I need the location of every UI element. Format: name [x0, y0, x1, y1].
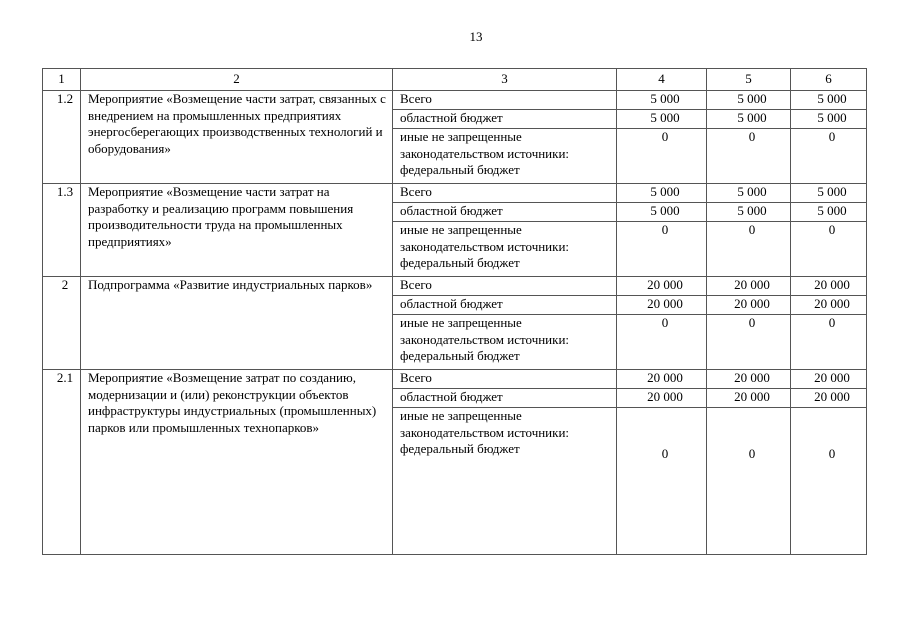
- activity-name: Мероприятие «Возмещение части затрат, связанных с внедрением на промышленных предприятиях энергосберегающих производственных технологий и оборудования»: [81, 91, 393, 184]
- header-cell: 2: [81, 69, 393, 91]
- header-cell: 5: [707, 69, 791, 91]
- value-cell: 5 000: [617, 91, 707, 110]
- value-cell: 5 000: [617, 203, 707, 222]
- value-cell: 20 000: [617, 389, 707, 408]
- value-cell: 0: [617, 408, 707, 555]
- value-cell: 0: [791, 408, 867, 555]
- value-cell: 20 000: [791, 277, 867, 296]
- row-number: 1.3: [43, 184, 81, 277]
- header-cell: 4: [617, 69, 707, 91]
- funding-source: областной бюджет: [393, 389, 617, 408]
- value-cell: 5 000: [707, 184, 791, 203]
- value-cell: 5 000: [617, 110, 707, 129]
- page-number: 13: [469, 29, 483, 44]
- value-cell: 5 000: [791, 203, 867, 222]
- value-cell: 5 000: [707, 91, 791, 110]
- value-cell: 0: [707, 222, 791, 277]
- value-cell: 5 000: [791, 110, 867, 129]
- header-cell: 1: [43, 69, 81, 91]
- table-header-row: [43, 69, 867, 91]
- funding-source: иные не запрещенные законодательством источники: федеральный бюджет: [393, 129, 617, 184]
- table-row: [43, 277, 867, 296]
- value-cell: 20 000: [791, 389, 867, 408]
- value-cell: 20 000: [617, 370, 707, 389]
- funding-source: областной бюджет: [393, 110, 617, 129]
- table-row: [43, 91, 867, 110]
- funding-source: Всего: [393, 277, 617, 296]
- value-cell: 20 000: [707, 296, 791, 315]
- value-cell: 20 000: [617, 277, 707, 296]
- row-number: 2: [43, 277, 81, 370]
- value-cell: 20 000: [707, 277, 791, 296]
- value-cell: 0: [791, 222, 867, 277]
- value-cell: 0: [707, 408, 791, 555]
- value-cell: 0: [791, 315, 867, 370]
- value-cell: 0: [617, 129, 707, 184]
- activity-name: Подпрограмма «Развитие индустриальных парков»: [81, 277, 393, 370]
- header-cell: 3: [393, 69, 617, 91]
- value-cell: 5 000: [707, 203, 791, 222]
- value-cell: 5 000: [791, 184, 867, 203]
- value-cell: 0: [707, 129, 791, 184]
- activity-name: Мероприятие «Возмещение части затрат на разработку и реализацию программ повышения производительности труда на промышленных предприятиях»: [81, 184, 393, 277]
- funding-source: областной бюджет: [393, 296, 617, 315]
- table-row: [43, 370, 867, 389]
- value-cell: 20 000: [791, 296, 867, 315]
- funding-source: иные не запрещенные законодательством источники: федеральный бюджет: [393, 315, 617, 370]
- value-cell: 5 000: [707, 110, 791, 129]
- table-row: [43, 184, 867, 203]
- funding-source: Всего: [393, 370, 617, 389]
- activity-name: Мероприятие «Возмещение затрат по созданию, модернизации и (или) реконструкции объектов инфраструктуры индустриальных (промышленных) парков или промышленных технопарков»: [81, 370, 393, 555]
- value-cell: 0: [707, 315, 791, 370]
- funding-source: иные не запрещенные законодательством источники: федеральный бюджет: [393, 222, 617, 277]
- value-cell: 0: [791, 129, 867, 184]
- value-cell: 20 000: [791, 370, 867, 389]
- value-cell: 20 000: [707, 370, 791, 389]
- funding-source: Всего: [393, 91, 617, 110]
- funding-source: иные не запрещенные законодательством источники: федеральный бюджет: [393, 408, 617, 555]
- value-cell: 0: [617, 222, 707, 277]
- header-cell: 6: [791, 69, 867, 91]
- row-number: 1.2: [43, 91, 81, 184]
- budget-table: [42, 68, 867, 555]
- value-cell: 5 000: [617, 184, 707, 203]
- value-cell: 5 000: [791, 91, 867, 110]
- value-cell: 0: [617, 315, 707, 370]
- funding-source: областной бюджет: [393, 203, 617, 222]
- funding-source: Всего: [393, 184, 617, 203]
- value-cell: 20 000: [617, 296, 707, 315]
- value-cell: 20 000: [707, 389, 791, 408]
- row-number: 2.1: [43, 370, 81, 555]
